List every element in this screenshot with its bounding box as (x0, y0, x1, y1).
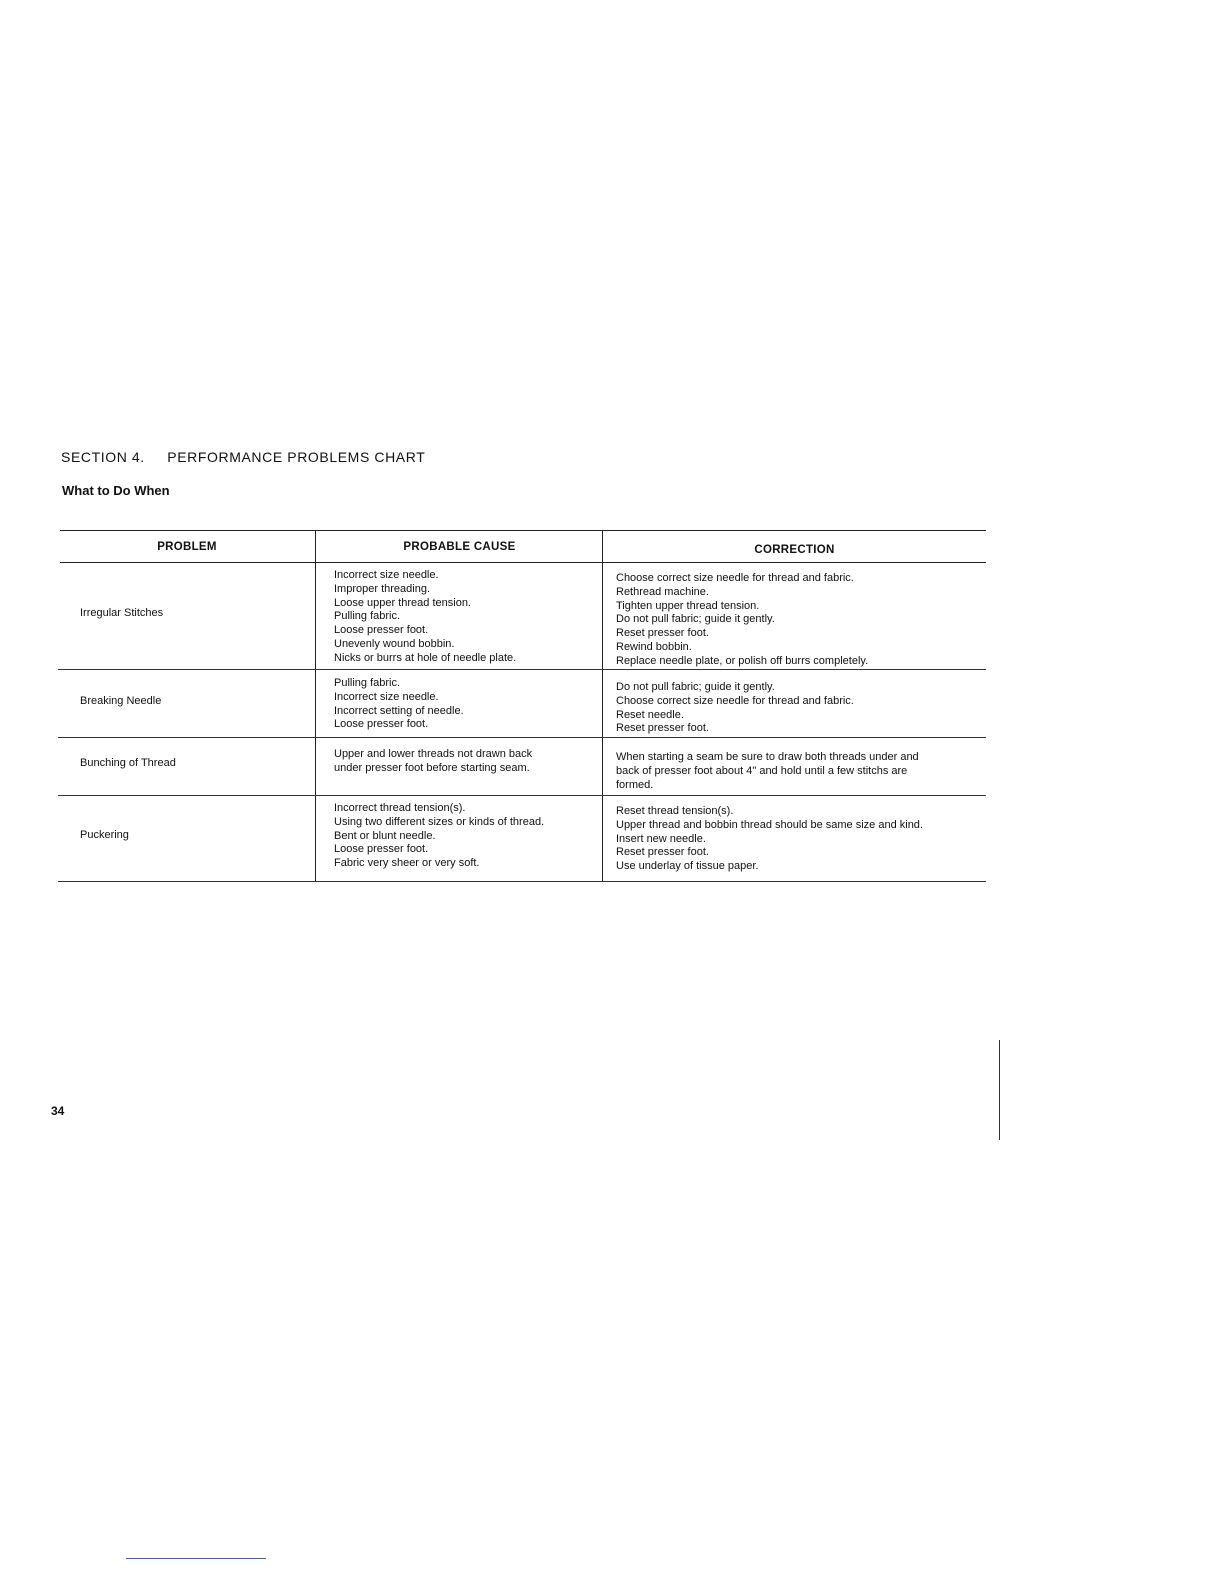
cause-line: Bent or blunt needle. (334, 829, 436, 842)
cause-line: Unevenly wound bobbin. (334, 637, 455, 650)
correction-line: Replace needle plate, or polish off burrs completely. (616, 654, 869, 667)
problem-cell: Breaking Needle (80, 695, 162, 708)
section-title (61, 449, 425, 465)
cause-line: Incorrect thread tension(s). (334, 802, 466, 814)
correction-cell (616, 572, 984, 669)
header-probable-cause: PROBABLE CAUSE (403, 540, 516, 553)
cause-line: Nicks or burrs at hole of needle plate. (334, 651, 517, 664)
table-row (58, 563, 986, 671)
cause-line: Improper threading. (334, 582, 430, 595)
correction-line: Use underlay of tissue paper. (616, 860, 759, 873)
correction-line: back of presser foot about 4" and hold until a few stitchs are (616, 764, 908, 777)
page-number: 34 (51, 1104, 65, 1118)
correction-cell (616, 681, 984, 736)
table-bottom-rule (58, 881, 986, 882)
cause-line: Loose presser foot. (334, 718, 429, 731)
correction-line: Choose correct size needle for thread and fabric. (616, 694, 854, 707)
cause-line: Pulling fabric. (334, 610, 401, 623)
bottom-rule (126, 1558, 266, 1559)
cause-line: Incorrect size needle. (334, 690, 439, 703)
correction-line: formed. (616, 778, 654, 791)
cause-line: Using two different sizes or kinds of thread. (334, 815, 545, 828)
header-correction: CORRECTION (754, 543, 835, 556)
cause-line: Incorrect size needle. (334, 569, 439, 581)
table-row (58, 670, 986, 736)
correction-line: Reset presser foot. (616, 722, 709, 735)
correction-line: Do not pull fabric; guide it gently. (616, 681, 775, 693)
cause-line: Loose presser foot. (334, 624, 429, 637)
problem-cell: Bunching of Thread (80, 757, 176, 770)
correction-line: Reset presser foot. (616, 846, 709, 859)
cause-line: under presser foot before starting seam. (334, 761, 530, 774)
cause-line: Fabric very sheer or very soft. (334, 857, 480, 870)
header-problem: PROBLEM (157, 540, 217, 553)
correction-line: Reset thread tension(s). (616, 805, 734, 817)
problem-cell: Puckering (80, 829, 129, 842)
cause-line: Incorrect setting of needle. (334, 704, 464, 717)
correction-line: Choose correct size needle for thread and fabric. (616, 572, 854, 584)
margin-mark (999, 1040, 1000, 1140)
correction-line: Rewind bobbin. (616, 640, 692, 653)
correction-cell (616, 805, 984, 874)
cause-line: Loose upper thread tension. (334, 596, 471, 609)
section-heading: PERFORMANCE PROBLEMS CHART (167, 449, 426, 465)
section-number: SECTION 4. (61, 449, 145, 465)
cause-line: Pulling fabric. (334, 677, 401, 689)
cause-cell (334, 569, 596, 666)
table-row (58, 796, 986, 880)
correction-line: Rethread machine. (616, 585, 709, 598)
page-subtitle: What to Do When (62, 483, 170, 498)
cause-cell (334, 748, 596, 776)
correction-line: Reset needle. (616, 708, 684, 721)
cause-cell (334, 677, 596, 732)
correction-line: Upper thread and bobbin thread should be same size and kind. (616, 818, 923, 831)
cause-line: Upper and lower threads not drawn back (334, 748, 533, 760)
correction-line: Insert new needle. (616, 832, 706, 845)
problem-cell: Irregular Stitches (80, 607, 164, 620)
table-row (58, 738, 986, 793)
correction-line: Reset presser foot. (616, 627, 709, 640)
cause-line: Loose presser foot. (334, 843, 429, 856)
correction-line: Do not pull fabric; guide it gently. (616, 613, 775, 626)
correction-cell (616, 751, 984, 792)
correction-line: When starting a seam be sure to draw both threads under and (616, 751, 919, 763)
correction-line: Tighten upper thread tension. (616, 599, 760, 612)
cause-cell (334, 802, 596, 871)
